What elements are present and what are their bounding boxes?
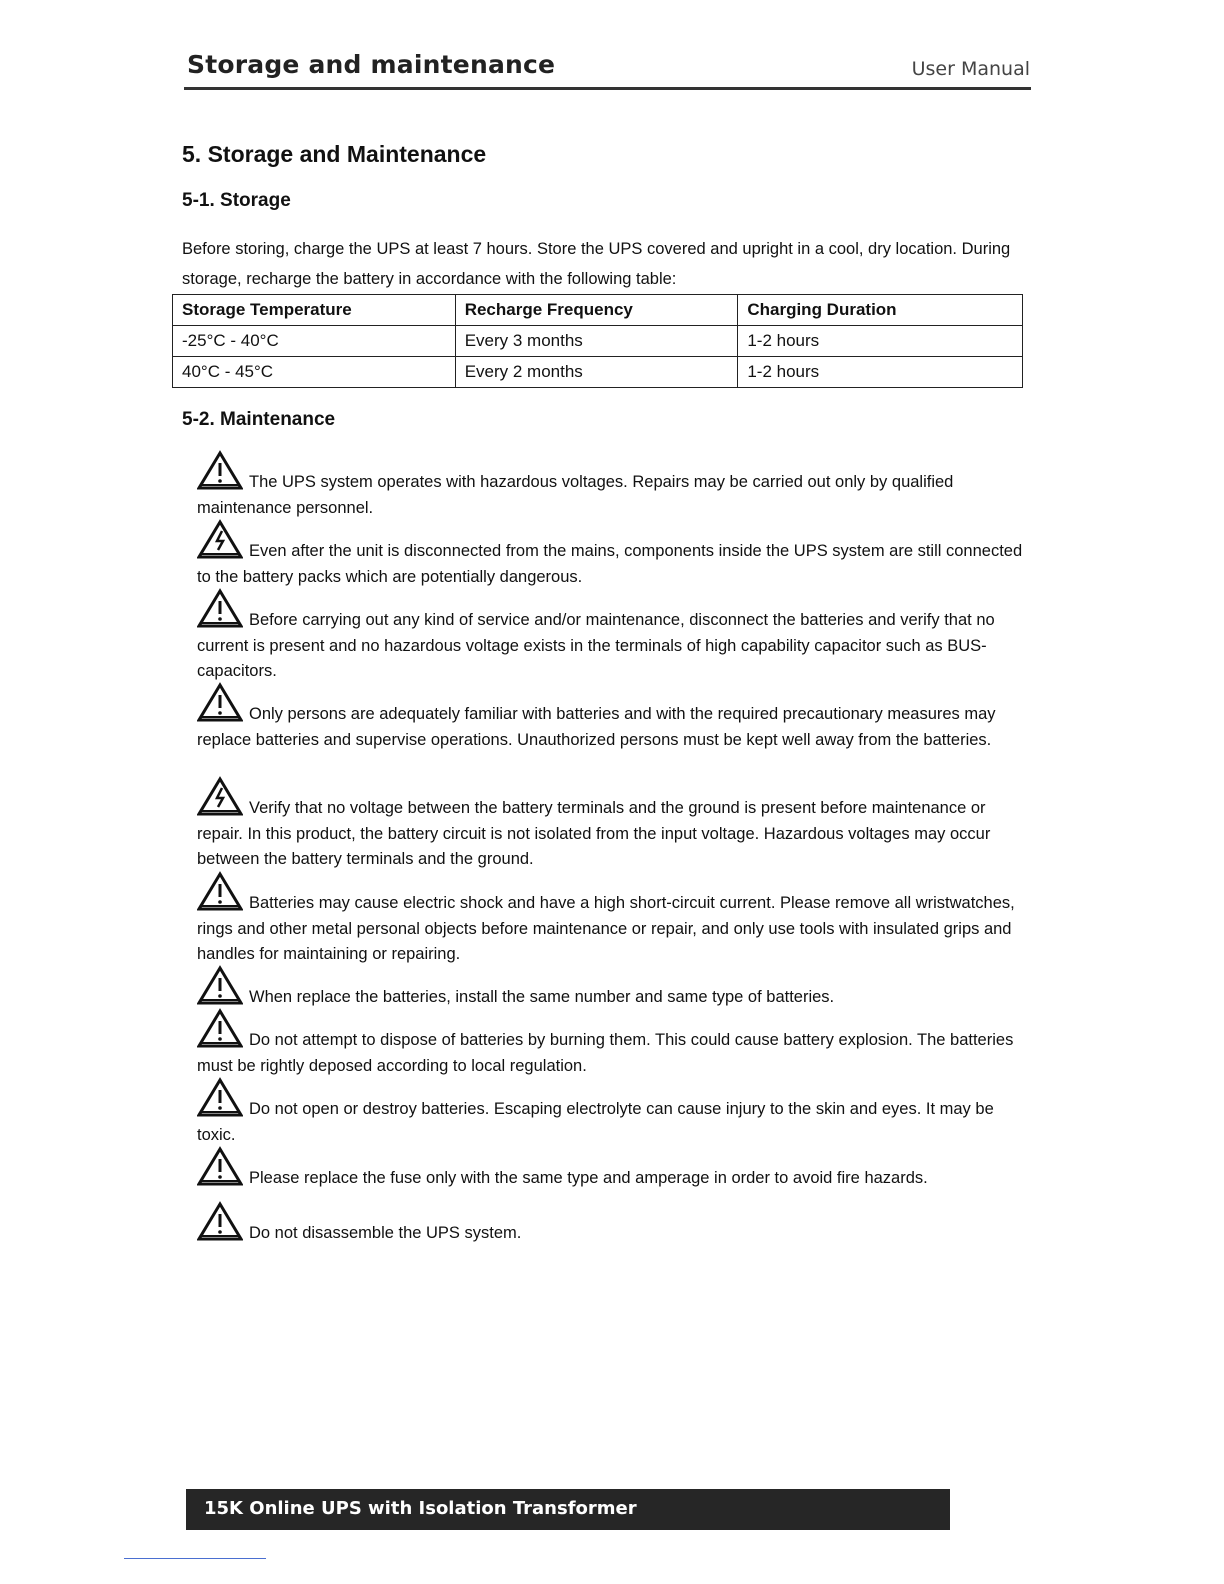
section-title: 5. Storage and Maintenance bbox=[182, 141, 487, 167]
table-header-cell: Storage Temperature bbox=[173, 295, 456, 326]
electric-hazard-icon bbox=[197, 519, 243, 559]
warning-text: Batteries may cause electric shock and have a high short-circuit current. Please remove all wristwatches, rings and other metal personal objects before maintenance or repair, and only use tools with insulated grips and handles for maintaining or repairing. bbox=[197, 894, 1015, 963]
warning-icon bbox=[197, 1146, 243, 1186]
warning-icon bbox=[197, 682, 243, 722]
storage-table bbox=[172, 294, 1023, 388]
warning-icon bbox=[197, 1077, 243, 1117]
warning-text: Verify that no voltage between the battery terminals and the ground is present before maintenance or repair. In this product, the battery circuit is not isolated from the input voltage. Hazardous voltages may occur between the battery terminals and the ground. bbox=[197, 799, 991, 868]
warning-text: Before carrying out any kind of service and/or maintenance, disconnect the batteries and verify that no current is present and no hazardous voltage exists in the terminals of high capability capacitor such as BUS-capacitors. bbox=[197, 611, 995, 680]
footer-product-label: 15K Online UPS with Isolation Transformer bbox=[204, 1498, 637, 1519]
table-row bbox=[173, 357, 1023, 388]
warning-item bbox=[197, 1077, 1027, 1148]
warning-item bbox=[197, 450, 1027, 521]
warning-item bbox=[197, 1201, 1027, 1247]
table-header-cell: Recharge Frequency bbox=[455, 295, 738, 326]
header-title: Storage and maintenance bbox=[187, 50, 556, 79]
header-doc-label: User Manual bbox=[911, 58, 1030, 80]
warning-text: Please replace the fuse only with the same type and amperage in order to avoid fire hazards. bbox=[249, 1169, 928, 1187]
warning-item bbox=[197, 871, 1027, 968]
warning-text: Only persons are adequately familiar with batteries and with the required precautionary measures may replace batteries and supervise operations. Unauthorized persons must be kept well away from the batteries. bbox=[197, 705, 996, 749]
electric-hazard-icon bbox=[197, 776, 243, 816]
warning-icon bbox=[197, 1201, 243, 1241]
maintenance-heading: 5-2. Maintenance bbox=[182, 409, 336, 430]
warning-icon bbox=[197, 871, 243, 911]
warning-text: Do not open or destroy batteries. Escaping electrolyte can cause injury to the skin and eyes. It may be toxic. bbox=[197, 1100, 994, 1144]
storage-intro-paragraph: Before storing, charge the UPS at least 7 hours. Store the UPS covered and upright in a cool, dry location. During storage, recharge the battery in accordance with the following table: bbox=[182, 240, 1011, 288]
table-cell: -25°C - 40°C bbox=[173, 326, 456, 357]
table-header-cell: Charging Duration bbox=[738, 295, 1023, 326]
warning-text: Do not disassemble the UPS system. bbox=[249, 1224, 522, 1242]
warning-icon bbox=[197, 965, 243, 1005]
table-cell: 40°C - 45°C bbox=[173, 357, 456, 388]
warning-item bbox=[197, 1008, 1027, 1079]
warning-text: Even after the unit is disconnected from the mains, components inside the UPS system are still connected to the battery packs which are potentially dangerous. bbox=[197, 542, 1023, 586]
header-divider bbox=[184, 87, 1031, 90]
warning-icon bbox=[197, 1008, 243, 1048]
warning-item bbox=[197, 776, 1027, 873]
storage-heading: 5-1. Storage bbox=[182, 190, 291, 211]
warning-item bbox=[197, 1146, 1027, 1192]
warning-text: When replace the batteries, install the same number and same type of batteries. bbox=[249, 988, 835, 1006]
warning-item bbox=[197, 588, 1027, 685]
table-header-row bbox=[173, 295, 1023, 326]
table-cell: 1-2 hours bbox=[738, 357, 1023, 388]
table-cell: Every 3 months bbox=[455, 326, 738, 357]
warning-icon bbox=[197, 588, 243, 628]
warning-text: The UPS system operates with hazardous voltages. Repairs may be carried out only by qualified maintenance personnel. bbox=[197, 473, 954, 517]
warning-item bbox=[197, 519, 1027, 590]
warning-icon bbox=[197, 450, 243, 490]
table-cell: 1-2 hours bbox=[738, 326, 1023, 357]
table-cell: Every 2 months bbox=[455, 357, 738, 388]
warning-item bbox=[197, 965, 1027, 1011]
table-row bbox=[173, 326, 1023, 357]
warning-item bbox=[197, 682, 1027, 753]
warning-text: Do not attempt to dispose of batteries by burning them. This could cause battery explosion. The batteries must be rightly deposed according to local regulation. bbox=[197, 1031, 1014, 1075]
footer-bar bbox=[186, 1489, 950, 1530]
footer-underline bbox=[124, 1558, 266, 1559]
